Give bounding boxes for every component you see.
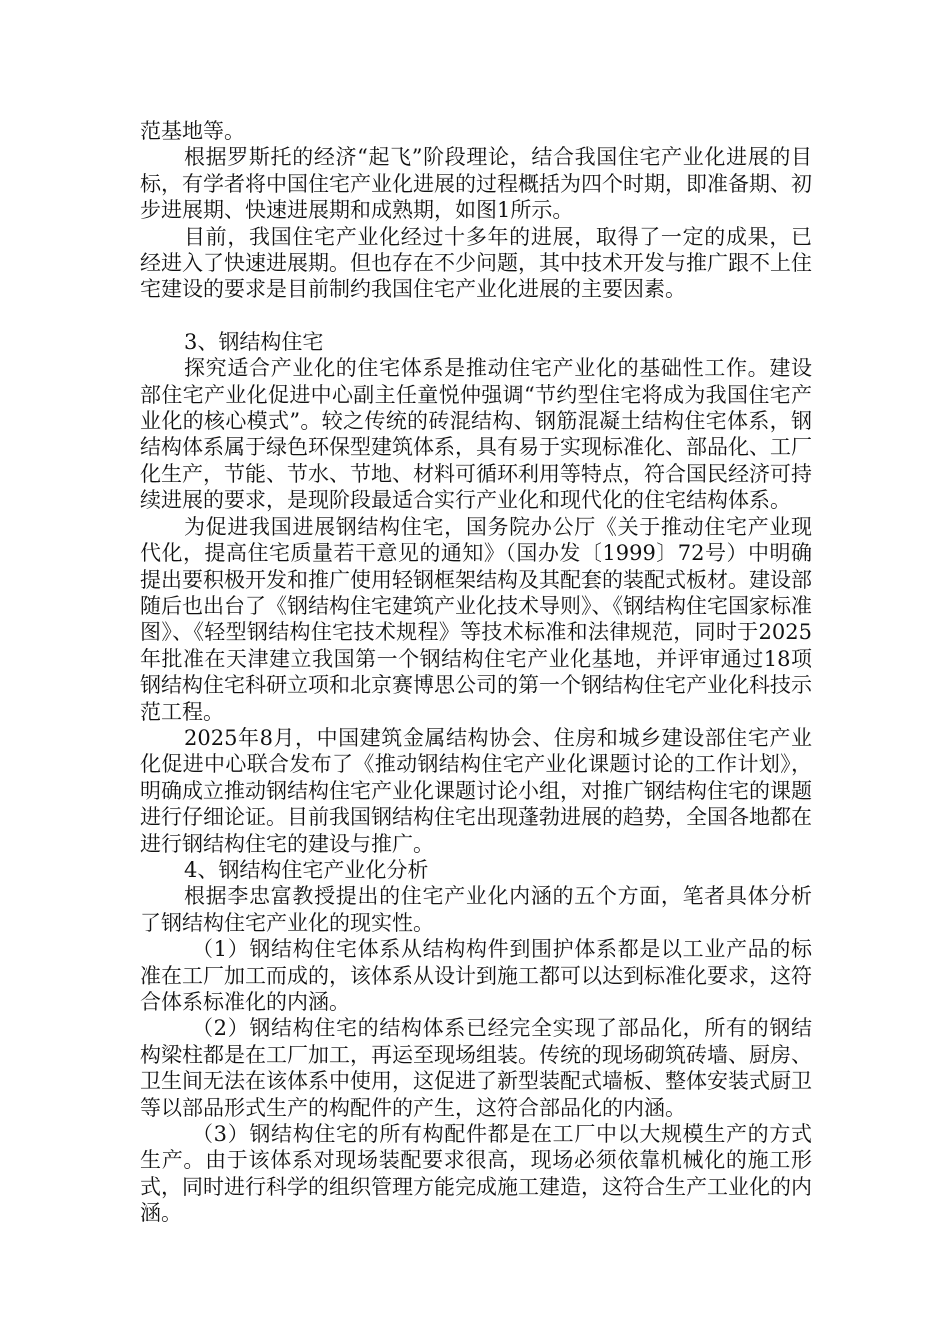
paragraph-rostow-theory: 根据罗斯托的经济“起飞”阶段理论，结合我国住宅产业化进展的目标，有学者将中国住宅产业化进展的过程概括为四个时期，即准备期、初步进展期、快速进展期和成熟期，如图1所示。	[140, 145, 812, 223]
document-page	[140, 118, 812, 1227]
paragraph-point-1: （1）钢结构住宅体系从结构构件到围护体系都是以工业产品的标准在工厂加工而成的，该体系从设计到施工都可以达到标准化要求，这符合体系标准化的内涵。	[140, 937, 812, 1014]
paragraph-steel-system: 探究适合产业化的住宅体系是推动住宅产业化的基础性工作。建设部住宅产业化促进中心副主任童悦仲强调“节约型住宅将成为我国住宅产业化的核心模式”。较之传统的砖混结构、钢筋混凝土结构住宅体系，钢结构体系属于绿色环保型建筑体系，具有易于实现标准化、部品化、工厂化生产，节能、节水、节地、材料可循环利用等特点，符合国民经济可持续进展的要求，是现阶段最适合实行产业化和现代化的住宅结构体系。	[140, 356, 812, 513]
paragraph-point-3: （3）钢结构住宅的所有构配件都是在工厂中以大规模生产的方式生产。由于该体系对现场装配要求很高，现场必须依靠机械化的施工形式，同时进行科学的组织管理方能完成施工建造，这符合生产工业化的内涵。	[140, 1122, 812, 1226]
paragraph-continuation: 范基地等。	[140, 119, 245, 143]
section-gap	[140, 303, 812, 329]
paragraph-2025-plan: 2025年8月，中国建筑金属结构协会、住房和城乡建设部住宅产业化促进中心联合发布了《推动钢结构住宅产业化课题讨论的工作计划》，明确成立推动钢结构住宅产业化课题讨论小组，对推广钢结构住宅的课题进行仔细论证。目前我国钢结构住宅出现蓬勃进展的趋势，全国各地都在进行钢结构住宅的建设与推广。	[140, 725, 812, 856]
section-heading-3: 3、钢结构住宅	[184, 329, 324, 354]
paragraph-analysis-intro: 根据李忠富教授提出的住宅产业化内涵的五个方面，笔者具体分析了钢结构住宅产业化的现实性。	[140, 884, 812, 935]
section-heading-4: 4、钢结构住宅产业化分析	[184, 857, 429, 882]
paragraph-point-2: （2）钢结构住宅的结构体系已经完全实现了部品化，所有的钢结构梁柱都是在工厂加工，再运至现场组装。传统的现场砌筑砖墙、厨房、卫生间无法在该体系中使用，这促进了新型装配式墙板、整体安装式厨卫等以部品形式生产的构配件的产生，这符合部品化的内涵。	[140, 1016, 812, 1120]
paragraph-current-status: 目前，我国住宅产业化经过十多年的进展，取得了一定的成果，已经进入了快速进展期。但也存在不少问题，其中技术开发与推广跟不上住宅建设的要求是目前制约我国住宅产业化进展的主要因素。	[140, 224, 812, 302]
paragraph-policy: 为促进我国进展钢结构住宅，国务院办公厅《关于推动住宅产业现代化，提高住宅质量若干意见的通知》（国办发〔1999〕72号）中明确提出要积极开发和推广使用轻钢框架结构及其配套的装配式板材。建设部随后也出台了《钢结构住宅建筑产业化技术导则》、《钢结构住宅国家标准图》、《轻型钢结构住宅技术规程》等技术标准和法律规范，同时于2025年批准在天津建立我国第一个钢结构住宅产业化基地，并评审通过18项钢结构住宅科研立项和北京赛博思公司的第一个钢结构住宅产业化科技示范工程。	[140, 514, 812, 724]
